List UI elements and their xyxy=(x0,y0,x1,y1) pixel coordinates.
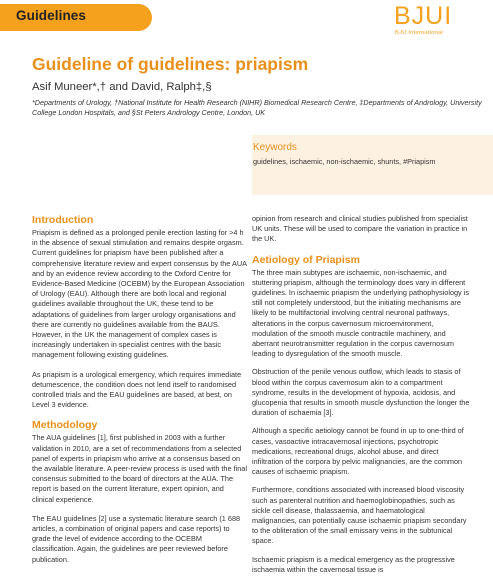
introduction-heading: Introduction xyxy=(32,214,94,226)
left-column xyxy=(32,214,247,574)
methodology-paragraph: The EAU guidelines [2] use a systematic literature search (1 688 articles, a combination of original papers and case reports) to grade the level of evidence according to the OCEBM classification. Again, the guidelines are peer reviewed before publication. xyxy=(32,513,241,564)
category-tab xyxy=(0,4,152,31)
introduction-paragraph: Priapism is defined as a prolonged penile erection lasting for >4 h in the absence of sexual stimulation and remains despite orgasm. Current guidelines for priapism have been published after a comprehensive literature review and expert consensus by the AUA and by an evidence review according to the Oxford Centre for Evidence-Based Medicine (OCEBM) by the European Association of Urology (EAU). Although there are both local and regional guidelines available throughout the UK, these tend to be adaptations of guidelines from larger urology organisations and there are currently no guidelines available from the BAUS. However, in the UK the management of complex cases is increasingly undertaken in specialist centres with the basic management following existing guidelines. xyxy=(32,228,247,360)
aetiology-paragraph: Obstruction of the penile venous outflow, which leads to stasis of blood within the corpus cavernosum akin to a compartment syndrome, results in the development of hypoxia, acidosis, and glucopenia that results in smooth muscle dysfunction the longer the duration of ischaemia [3]. xyxy=(252,367,470,418)
journal-logo-text: BJUI xyxy=(394,2,453,30)
keywords-text: guidelines, ischaemic, non-ischaemic, shunts, #Priapism xyxy=(253,157,436,166)
author-affiliations: *Departments of Urology, †National Institute for Health Research (NIHR) Biomedical Research Centre, ‡Departments of Andrology, University College London Hospitals, and §St Peters Andrology Centre, London, UK xyxy=(32,98,482,117)
aetiology-paragraph: The three main subtypes are ischaemic, non-ischaemic, and stuttering priapism, although the terminology does vary in different guidelines. In ischaemic priapism the underlying pathophysiology is still not completely understood, but the initiating mechanisms are likely to be multifactorial involving central neuronal pathways, alterations in the corpus cavernosum microenvironment, modulation of the smooth muscle contractile machinery, and aberrant neurotransmitter regulation in the corpus cavernosum leading to dysregulation of the smooth muscle. xyxy=(252,267,470,359)
keywords-box xyxy=(252,135,493,195)
continued-paragraph: opinion from research and clinical studies published from specialist UK units. These will be used to compare the variation in practice in the UK. xyxy=(252,214,468,244)
journal-logo-subtitle: BJU International xyxy=(395,30,443,36)
aetiology-paragraph: Although a specific aetiology cannot be found in up to one-third of cases, vasoactive intracavernosal injections, psychotropic medications, recreational drugs, alcohol abuse, and direct infiltration of the corpora by pelvic malignancies, are the common causes of ischaemic priapism. xyxy=(252,426,464,477)
methodology-heading: Methodology xyxy=(32,419,98,432)
introduction-paragraph: As priapism is a urological emergency, which requires immediate detumescence, the condition does not lend itself to randomised controlled trials and the EAU guidelines are based, at best, on Level 3 evidence. xyxy=(32,369,242,410)
journal-logo xyxy=(394,2,480,42)
journal-header xyxy=(0,0,493,37)
article-title: Guideline of guidelines: priapism xyxy=(32,54,309,74)
keywords-heading: Keywords xyxy=(253,142,297,153)
aetiology-paragraph: Ischaemic priapism is a medical emergency as the progressive ischaemia within the cavernosal tissue is xyxy=(252,554,455,574)
category-label: Guidelines xyxy=(16,8,87,23)
aetiology-heading: Aetiology of Priapism xyxy=(252,253,360,266)
right-column xyxy=(252,214,470,583)
methodology-paragraph: The AUA guidelines [1], first published in 2003 with a further validation in 2010, are a set of recommendations from a selected panel of experts in priapism who arrive at a consensus based on the available literature. A peer-review process is used with the final consensus submitted to the board of directors at the AUA. The report is based on the current literature, expert opinion, and clinical experience. xyxy=(32,433,247,504)
aetiology-paragraph: Furthermore, conditions associated with increased blood viscosity such as parenteral nutrition and haemoglobinopathies, such as sickle cell disease, thalassaemia, and haematological malignancies, can potentially cause ischaemic priapism secondary to the obliteration of the small emissary veins in the subtunical space. xyxy=(252,485,467,546)
author-list: Asif Muneer*,† and David, Ralph‡,§ xyxy=(32,81,212,93)
